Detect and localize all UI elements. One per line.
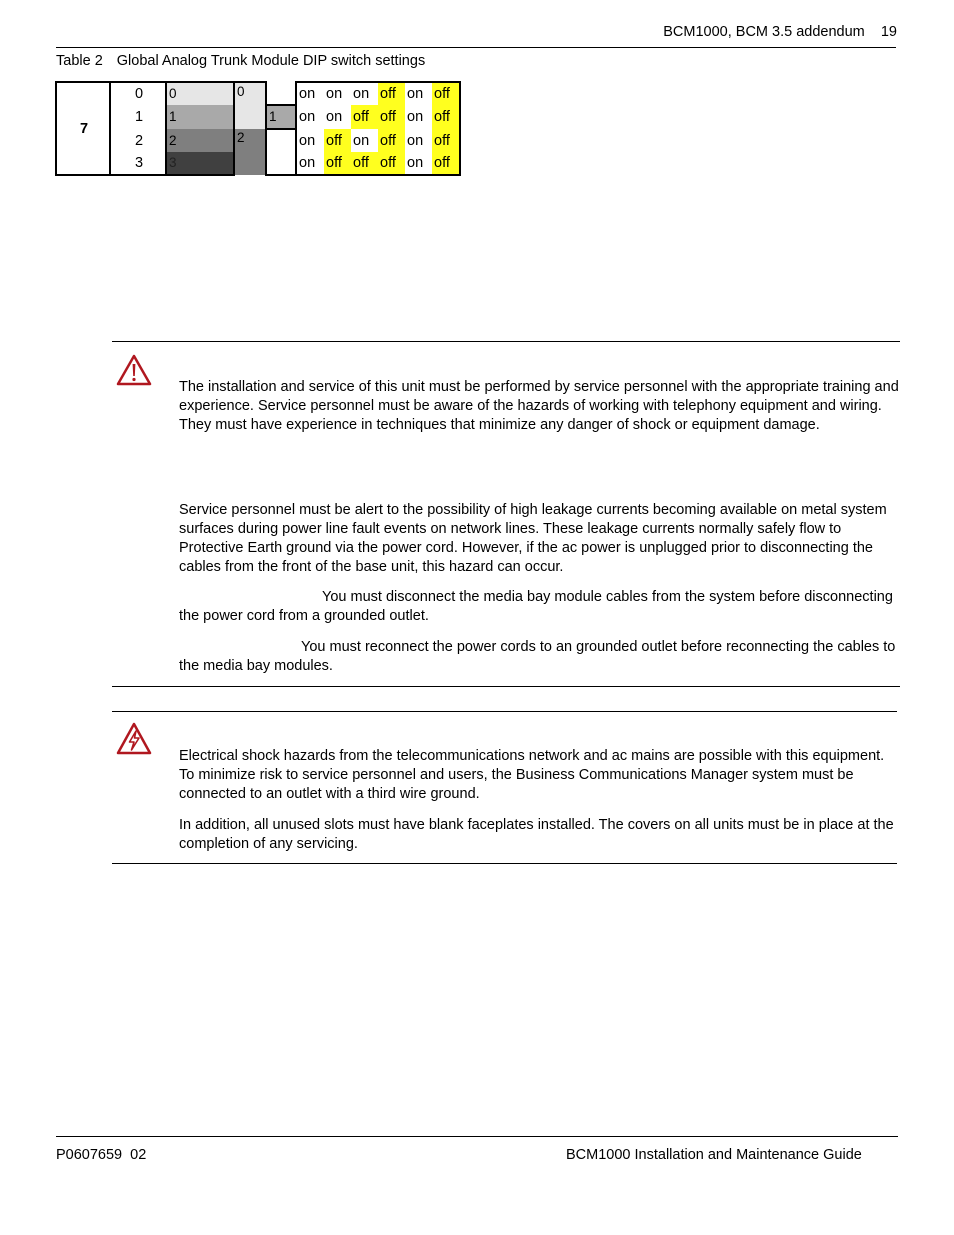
bit1-cell: 2 xyxy=(166,129,234,152)
group-cell: 7 xyxy=(56,82,110,175)
switch-cell: off xyxy=(324,152,351,175)
switch-cell: on xyxy=(407,109,424,125)
header-rule xyxy=(56,47,896,48)
warning2-bottom-rule xyxy=(112,863,897,864)
switch-cell: off xyxy=(432,105,460,129)
warning2-top-rule xyxy=(112,711,897,712)
bit1-cell: 3 xyxy=(166,152,234,175)
bit2-cell: 2 xyxy=(234,129,266,175)
switch-cell: on xyxy=(407,132,424,149)
row-number: 2 xyxy=(110,129,166,152)
row-number: 1 xyxy=(110,105,166,129)
warning1-paragraph-3: You must disconnect the media bay module cables from the system before disconnecting the power cord from a grounded outlet. xyxy=(179,589,893,624)
row-number: 0 xyxy=(110,82,166,105)
switch-cell: on xyxy=(405,82,432,105)
switch-cell: on xyxy=(296,129,324,152)
warning1-paragraph-1: The installation and service of this unit must be performed by service personnel with the appropriate training and experience. Service personnel must be aware of the hazards of working with telephony equipment and wiring. They must have experience in techniques that minimize any danger of shock or equipment damage. xyxy=(179,379,899,433)
switch-cell: off xyxy=(432,129,460,152)
bit3-cell xyxy=(266,152,296,175)
switch-cell: off xyxy=(378,129,405,152)
bit1-cell: 1 xyxy=(166,105,234,129)
switch-cell: on xyxy=(296,152,324,175)
warning2-paragraph-1: Electrical shock hazards from the telecommunications network and ac mains are possible with this equipment. To minimize risk to service personnel and users, the Business Communications Manager system must be connected to an outlet with a third wire ground. xyxy=(179,748,885,802)
switch-cell: on xyxy=(353,132,370,149)
switch-cell: off xyxy=(432,82,460,105)
electric-shock-icon xyxy=(116,722,152,761)
bit1-cell: 0 xyxy=(166,82,234,105)
warning1-paragraph-4: You must reconnect the power cords to an grounded outlet before reconnecting the cables to the media bay modules. xyxy=(179,639,896,674)
warning-triangle-icon xyxy=(116,354,152,391)
table-row xyxy=(56,129,460,152)
switch-cell: off xyxy=(378,105,405,129)
switch-cell: off xyxy=(378,82,405,105)
switch-cell: off xyxy=(351,105,378,129)
dip-switch-table xyxy=(55,81,461,176)
switch-cell: off xyxy=(432,152,460,175)
switch-cell: on xyxy=(296,105,324,129)
switch-cell: on xyxy=(296,82,324,105)
switch-cell: off xyxy=(378,152,405,175)
running-header: BCM1000, BCM 3.5 addendum 19 xyxy=(663,24,897,40)
caption-label: Table 2 xyxy=(56,53,103,69)
bit3-cell xyxy=(266,129,296,152)
footer-guide-title: BCM1000 Installation and Maintenance Guide xyxy=(566,1147,862,1163)
switch-cell: on xyxy=(326,109,343,125)
bit2-cell: 0 xyxy=(234,82,266,129)
switch-cell: off xyxy=(351,152,378,175)
table-caption xyxy=(56,53,425,69)
bit3-cell: 1 xyxy=(266,105,296,129)
footer-doc-number: P0607659 02 xyxy=(56,1147,147,1163)
warning1-bottom-rule xyxy=(112,686,900,687)
footer-rule xyxy=(56,1136,898,1137)
bit3-cell xyxy=(266,82,296,105)
switch-cell: on xyxy=(405,152,432,175)
warning2-paragraph-2: In addition, all unused slots must have blank faceplates installed. The covers on all units must be in place at the completion of any servicing. xyxy=(179,817,894,852)
switch-cell: on xyxy=(351,82,378,105)
switch-cell: off xyxy=(324,129,351,152)
caption-title: Global Analog Trunk Module DIP switch settings xyxy=(116,53,426,69)
table-row xyxy=(56,82,460,105)
warning1-paragraph-2: Service personnel must be alert to the possibility of high leakage currents becoming available on metal system surfaces during power line fault events on network lines. These leakage currents normally safely flow to Protective Earth ground via the power cord. However, if the ac power is unplugged prior to disconnecting the cables from the front of the base unit, this hazard can occur. xyxy=(179,502,887,575)
warning1-top-rule xyxy=(112,341,900,342)
row-number: 3 xyxy=(110,152,166,175)
switch-cell: on xyxy=(324,82,351,105)
